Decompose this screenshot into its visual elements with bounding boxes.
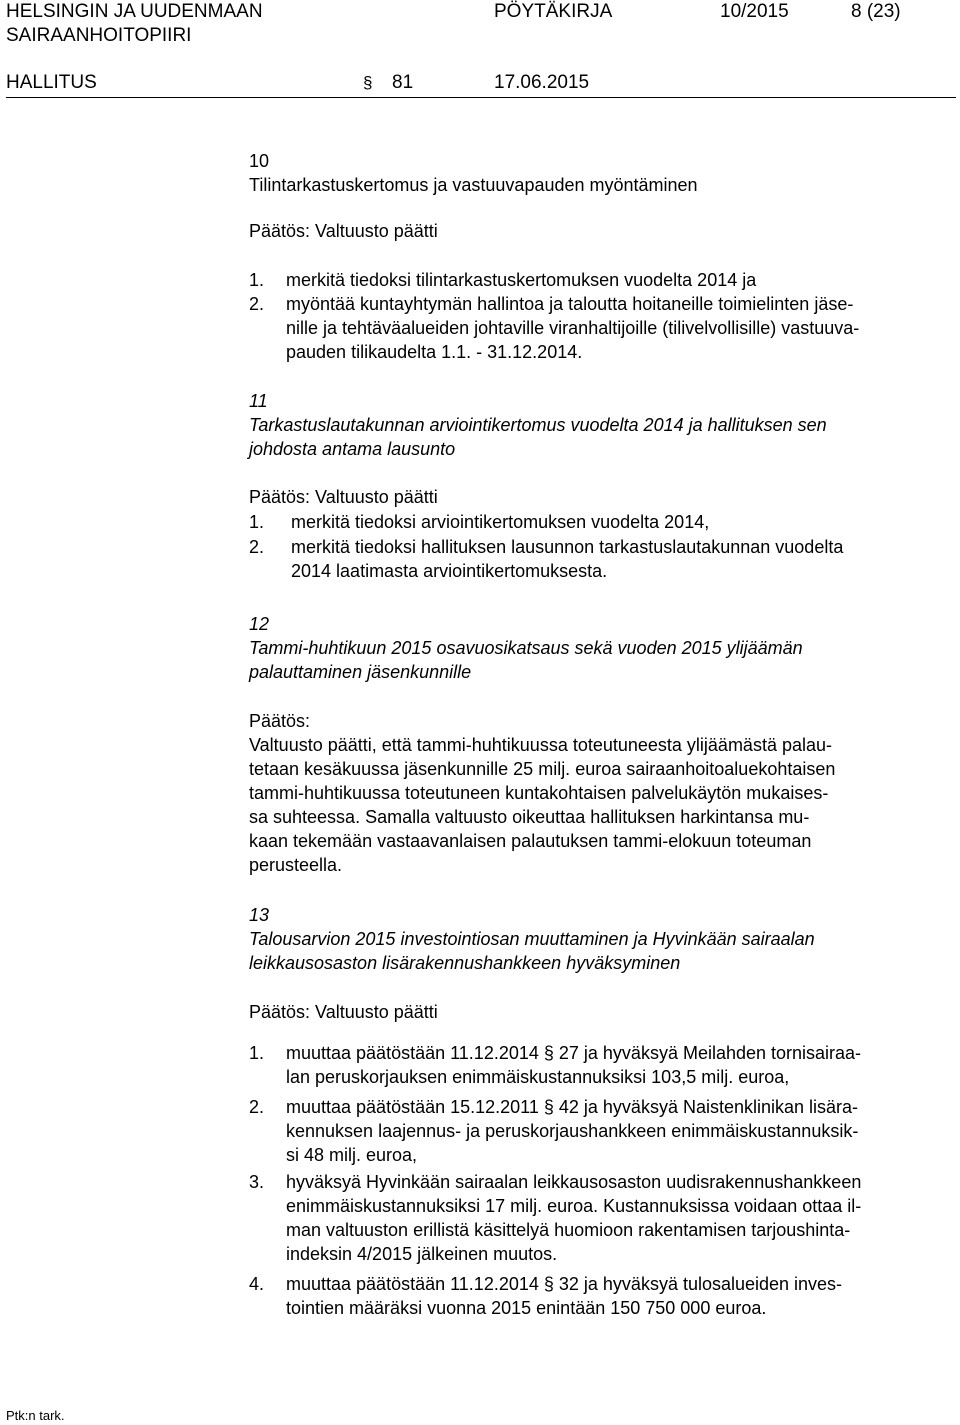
- section-11-title: [249, 413, 827, 461]
- item-line: merkitä tiedoksi tilintarkastuskertomuksen vuodelta 2014 ja: [286, 270, 757, 290]
- item-line: man valtuuston erillistä käsittelyä huomioon rakentamisen tarjoushinta-: [286, 1220, 851, 1240]
- governing-body: HALLITUS: [6, 72, 97, 93]
- organization-name-line1: HELSINGIN JA UUDENMAAN: [6, 1, 263, 22]
- item-line: merkitä tiedoksi arviointikertomuksen vuodelta 2014,: [291, 512, 710, 532]
- paragraph-line: kaan tekemään vastaavanlaisen palautuksen tammi-elokuun toteuman: [249, 831, 812, 851]
- section-title-line: johdosta antama lausunto: [249, 439, 456, 459]
- item-line: si 48 milj. euroa,: [286, 1145, 418, 1165]
- document-number: 10/2015: [720, 1, 789, 22]
- item-number: 2.: [249, 1097, 265, 1117]
- section-number: 81: [392, 72, 414, 93]
- section-10-title: [249, 173, 698, 197]
- paragraph-line: sa suhteessa. Samalla valtuusto oikeuttaa hallituksen harkintansa mu-: [249, 807, 810, 827]
- item-number: 1.: [249, 270, 265, 290]
- item-number: 2.: [249, 537, 265, 557]
- document-type: PÖYTÄKIRJA: [494, 1, 613, 22]
- section-sign: §: [363, 73, 373, 92]
- paragraph-line: Valtuusto päätti, että tammi-huhtikuussa toteutuneesta ylijäämästä palau-: [249, 735, 832, 755]
- section-11-decision: Päätös: Valtuusto päätti: [249, 487, 438, 507]
- item-line: merkitä tiedoksi hallituksen lausunnon tarkastuslautakunnan vuodelta: [291, 537, 844, 557]
- section-13-decision: Päätös: Valtuusto päätti: [249, 1002, 438, 1022]
- item-line: hyväksyä Hyvinkään sairaalan leikkausosaston uudisrakennushankkeen: [286, 1172, 862, 1192]
- section-title-line: palauttaminen jäsenkunnille: [249, 662, 472, 682]
- item-line: 2014 laatimasta arviointikertomuksesta.: [291, 561, 608, 581]
- section-title-line: Tammi-huhtikuun 2015 osavuosikatsaus sekä vuoden 2015 ylijäämän: [249, 638, 803, 658]
- section-11-number: 11: [249, 391, 268, 411]
- paragraph-line: tammi-huhtikuussa toteutuneen kuntakohtaisen palvelukäytön mukaises-: [249, 783, 829, 803]
- page-number: 8 (23): [851, 1, 901, 22]
- minutes-checker-label: Ptk:n tark.: [6, 1408, 65, 1423]
- section-12-number: 12: [249, 614, 270, 634]
- item-line: pauden tilikaudelta 1.1. - 31.12.2014.: [286, 342, 583, 362]
- item-number: 1.: [249, 1043, 265, 1063]
- item-number: 3.: [249, 1172, 265, 1192]
- section-13-number: 13: [249, 905, 270, 925]
- item-line: tointien määräksi vuonna 2015 enintään 150 750 000 euroa.: [286, 1298, 767, 1318]
- item-line: kennuksen laajennus- ja peruskorjaushankkeen enimmäiskustannuksik-: [286, 1121, 859, 1141]
- section-12-decision: Päätös:: [249, 711, 311, 731]
- item-line: myöntää kuntayhtymän hallintoa ja taloutta hoitaneille toimielinten jäse-: [286, 294, 854, 314]
- paragraph-line: perusteella.: [249, 855, 343, 875]
- section-10-decision: Päätös: Valtuusto päätti: [249, 221, 438, 241]
- section-title-line: Tarkastuslautakunnan arviointikertomus vuodelta 2014 ja hallituksen sen: [249, 415, 827, 435]
- paragraph-line: tetaan kesäkuussa jäsenkunnille 25 milj. euroa sairaanhoitoaluekohtaisen: [249, 759, 836, 779]
- section-12-title: [249, 636, 803, 684]
- section-title-line: Talousarvion 2015 investointiosan muuttaminen ja Hyvinkään sairaalan: [249, 929, 815, 949]
- meeting-date: 17.06.2015: [494, 72, 590, 93]
- item-number: 4.: [249, 1274, 265, 1294]
- organization-name-line2: SAIRAANHOITOPIIRI: [6, 25, 192, 46]
- item-line: indeksin 4/2015 jälkeinen muutos.: [286, 1244, 558, 1264]
- section-title-line: leikkausosaston lisärakennushankkeen hyväksyminen: [249, 953, 681, 973]
- header-divider: [6, 97, 956, 98]
- section-title-line: Tilintarkastuskertomus ja vastuuvapauden myöntäminen: [249, 175, 698, 195]
- item-number: 1.: [249, 512, 265, 532]
- item-line: muuttaa päätöstään 15.12.2011 § 42 ja hyväksyä Naistenklinikan lisära-: [286, 1097, 859, 1117]
- section-12-paragraph: [249, 733, 835, 877]
- section-10-number: 10: [249, 151, 270, 171]
- item-line: lan peruskorjauksen enimmäiskustannuksiksi 103,5 milj. euroa,: [286, 1067, 790, 1087]
- item-line: nille ja tehtäväalueiden johtaville viranhaltijoille (tilivelvollisille) vastuuva-: [286, 318, 860, 338]
- item-number: 2.: [249, 294, 265, 314]
- item-line: muuttaa päätöstään 11.12.2014 § 32 ja hyväksyä tulosalueiden inves-: [286, 1274, 843, 1294]
- item-line: enimmäiskustannuksiksi 17 milj. euroa. Kustannuksissa voidaan ottaa il-: [286, 1196, 862, 1216]
- section-13-title: [249, 927, 815, 975]
- item-line: muuttaa päätöstään 11.12.2014 § 27 ja hyväksyä Meilahden tornisairaa-: [286, 1043, 862, 1063]
